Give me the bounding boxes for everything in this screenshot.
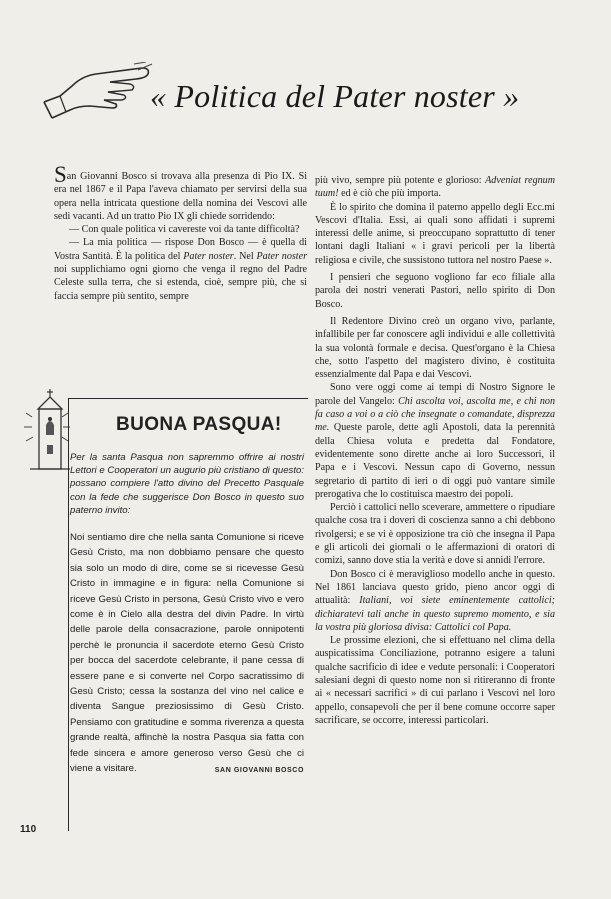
pointing-hand-icon <box>38 62 156 124</box>
signature: SAN GIOVANNI BOSCO <box>214 767 304 775</box>
paragraph: Perciò i cattolici nello sceverare, ammettere o ripudiare qualche cosa tra i doveri di coscienza sanno a chi debbono rivolgersi; e se vi è opposizione tra ciò che insegna il Papa e gli articoli dei giornali o le affermazioni di oratori di comizi, sanno dove stia la verità e dove si annidi l'errore. <box>315 502 555 567</box>
paragraph: Il Redentore Divino creò un organo vivo, parlante, infallibile per far conoscere agli individui e alle collettività la sua volontà formale e decisa. Quest'organo è la Chiesa che, sotto l'aspetto del magistero divino, è costituita essenzialmente dal Papa e dai Vescovi. <box>315 315 555 381</box>
paragraph: È lo spirito che domina il paterno appello degli Ecc.mi Vescovi d'Italia. Essi, ai quali sono affidati i supremi interessi delle anime, si preoccupano soprattutto di tener lontani dagli Italiani « i gravi pericoli per la libertà religiosa e civile, che sussistono tuttora nel nostro Paese ». <box>315 201 555 266</box>
paragraph: Don Bosco ci è meraviglioso modello anche in questo. Nel 1861 lanciava questo grido, pieno ancor oggi di attualità: Italiani, voi siete eminentemente cattolici; dichiaratevi tali anche in questo supremo momento, e sia la vostra più gloriosa divisa: Cattolici col Papa. <box>315 568 556 633</box>
drop-cap: S <box>54 162 67 187</box>
paragraph: Sono vere oggi come ai tempi di Nostro Signore le parole del Vangelo: Chi ascolta voi, ascolta me, e chi non fa caso a voi o a ciò che insegnate o comandate, disprezza me. Queste parole, dette agli Apostoli, data la perennità della Chiesa voluta e predetta dal Fondatore, evidentemente sono dirette anche ai loro Successori, il Papa e i Vescovi. Nessun capo di Governo, nessun segretario di partito di ieri o di oggi può vantare simile prerogativa che lo costituisca maestro dei popoli. <box>315 382 555 500</box>
box-intro: Per la santa Pasqua non sapremmo offrire ai nostri Lettori e Cooperatori un augurio più cristiano di questo: possano compiere l'atto divino del Precetto Pasquale con la fede che suggerisce Don Bosco in questo suo paterno invito: <box>70 452 304 516</box>
page-number: 110 <box>20 824 37 835</box>
paragraph: — La mia politica — rispose Don Bosco — è quella di Vostra Santità. È la politica del Pater noster. Nel Pater noster noi supplichiamo ogni giorno che venga il regno del Padre Celeste sulla terra, che si estenda, cioè, sempre più, che si faccia sempre più sentito, sempre <box>54 237 308 302</box>
box-body: Noi sentiamo dire che nella santa Comunione si riceve Gesù Cristo, ma non dobbiamo pensare che questo sia solo un modo di dire, come se si ricevesse Gesù Cristo in immagine e in figura: nella Comunione si riceve Gesù Cristo in persona, Gesù Cristo vivo e vero come è in Cielo alla destra del divin Padre. In virtù delle parole della consacrazione, parole onnipotenti perchè le pronuncia il sacerdote eterno Gesù Cristo per bocca del sacerdote celebrante, il pane cessa di essere pane e si converte nel Corpo sacratissimo di Gesù Cristo; cessa la sostanza del vino nel calice e diventa Sangue preziosissimo di Gesù Cristo. Pensiamo con gratitudine e somma riverenza a questa grande realtà, affinchè la nostra Pasqua sia fatta con fede sincera e amore generoso verso Gesù che ci viene a visitare. SAN GIOVANNI BOSCO <box>70 530 304 779</box>
article-title: « Politica del Pater noster » <box>150 78 520 114</box>
bell-tower-icon <box>20 383 75 478</box>
left-column <box>54 162 308 303</box>
paragraph: I pensieri che seguono vogliono far eco filiale alla parola dei nostri venerati Pastori, nello spirito di Don Bosco. <box>315 272 555 310</box>
paragraph: — Con quale politica vi cavereste voi da tante difficoltà? <box>69 224 300 236</box>
paragraph: San Giovanni Bosco si trovava alla presenza di Pio IX. Si era nel 1867 e il Papa l'aveva chiamato per servirsi della sua opera nella intricata questione della nomina dei Vescovi alle sedi vacanti. Ad un tratto Pio IX gli chiede sorridendo: <box>54 162 307 222</box>
paragraph: più vivo, sempre più potente e glorioso: Adveniat regnum tuum! ed è ciò che più importa. <box>315 175 555 200</box>
right-column <box>315 174 555 727</box>
paragraph: Le prossime elezioni, che si effettuano nel clima della auspicatissima Conciliazione, potranno esigere a taluni qualche sacrificio di idee e vedute personali: i Cooperatori salesiani degni di questo nome non si ritireranno di fronte ai « necessari sacrifici » di cui parlano i Vescovi nel loro appello, consapevoli che per il bene comune occorre saper sacrificare, se occorre, interessi particolari. <box>315 635 555 726</box>
easter-box <box>20 383 312 833</box>
box-title: BUONA PASQUA! <box>116 414 282 435</box>
